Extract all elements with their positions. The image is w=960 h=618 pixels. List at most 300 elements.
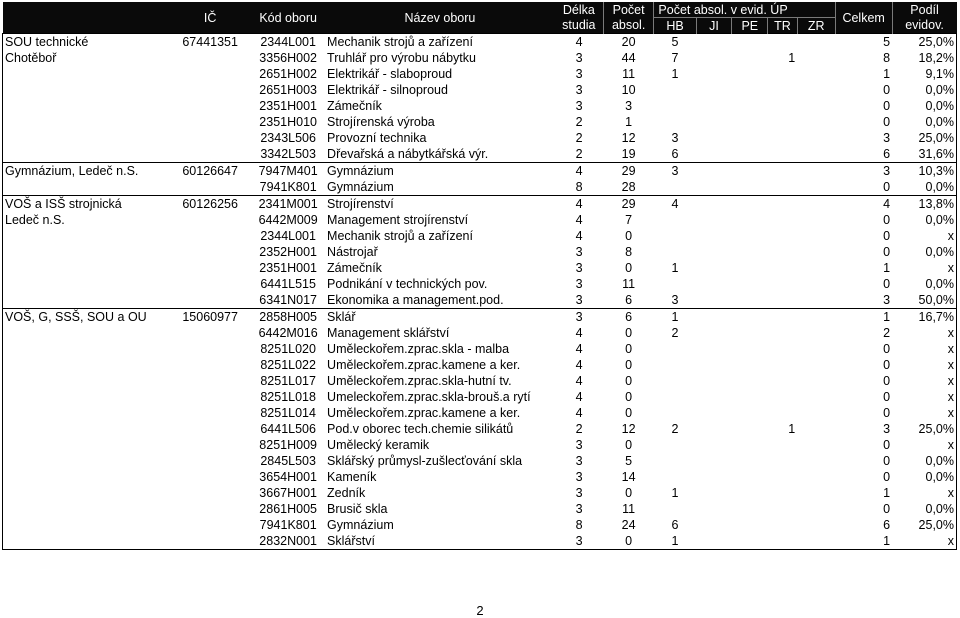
length-cell: 4 xyxy=(575,374,583,388)
name-cell: Nástrojař xyxy=(327,245,378,259)
share-cell: 0,0% xyxy=(892,98,956,114)
school-cell xyxy=(3,437,170,453)
ic-cell xyxy=(169,469,251,485)
tr-cell xyxy=(768,130,798,146)
name-cell: Uměleckořem.zprac.kamene a ker. xyxy=(327,406,521,420)
tr-cell xyxy=(768,66,798,82)
ji-cell xyxy=(696,50,732,66)
name-cell: Sklářství xyxy=(325,533,555,550)
school-cell xyxy=(3,244,170,260)
tr-cell xyxy=(768,325,798,341)
zr-cell xyxy=(797,453,835,469)
share-cell: x xyxy=(892,341,956,357)
ic-cell xyxy=(169,212,251,228)
zr-cell xyxy=(797,485,835,501)
zr-cell xyxy=(797,34,835,51)
name-cell: Dřevařská a nábytkářská výr. xyxy=(327,147,489,161)
ji-cell xyxy=(696,34,732,51)
tr-cell xyxy=(768,485,798,501)
pe-cell xyxy=(732,309,768,326)
share-cell: 0,0% xyxy=(892,453,956,469)
header-count-line2: absol. xyxy=(603,18,654,34)
ic-cell xyxy=(169,341,251,357)
zr-cell xyxy=(797,212,835,228)
graduates-cell: 6 xyxy=(603,309,654,326)
total-cell: 3 xyxy=(883,293,891,307)
ji-cell xyxy=(696,130,732,146)
pe-cell xyxy=(732,453,768,469)
table-row xyxy=(3,453,957,469)
school-cell xyxy=(3,485,170,501)
graduates-cell: 0 xyxy=(625,342,633,356)
share-cell: 25,0% xyxy=(892,34,956,51)
graduates-cell: 5 xyxy=(625,454,633,468)
total-cell: 0 xyxy=(883,342,891,356)
school-cell xyxy=(3,260,170,276)
school-cell xyxy=(3,146,170,163)
length-cell: 4 xyxy=(575,390,583,404)
ji-cell xyxy=(696,469,732,485)
code-cell: 2651H002 xyxy=(259,67,317,81)
pe-cell xyxy=(732,501,768,517)
graduates-cell: 11 xyxy=(622,277,636,291)
share-cell: 0,0% xyxy=(892,501,956,517)
header-share-line1: Podíl xyxy=(892,2,956,18)
zr-cell xyxy=(797,228,835,244)
pe-cell xyxy=(732,485,768,501)
share-cell: 0,0% xyxy=(892,82,956,98)
tr-cell xyxy=(768,341,798,357)
table-row xyxy=(3,196,957,213)
ic-cell xyxy=(169,98,251,114)
tr-cell xyxy=(768,309,798,326)
zr-cell xyxy=(797,114,835,130)
tr-cell xyxy=(768,179,798,196)
total-cell: 0 xyxy=(883,99,891,113)
length-cell: 3 xyxy=(575,277,583,291)
ji-cell xyxy=(696,373,732,389)
hb-cell: 2 xyxy=(671,326,679,340)
pe-cell xyxy=(732,517,768,533)
ic-cell xyxy=(169,373,251,389)
zr-cell xyxy=(797,50,835,66)
school-cell xyxy=(3,389,170,405)
tr-cell xyxy=(768,517,798,533)
hb-cell xyxy=(654,228,696,244)
ji-cell xyxy=(696,98,732,114)
tr-cell xyxy=(768,212,798,228)
code-cell: 6341N017 xyxy=(259,293,317,307)
total-cell: 1 xyxy=(883,261,891,275)
ic-cell xyxy=(169,82,251,98)
table-row xyxy=(3,437,957,453)
code-cell: 8251L017 xyxy=(260,374,316,388)
name-cell: Gymnázium xyxy=(325,163,555,180)
ji-cell xyxy=(696,341,732,357)
tr-cell xyxy=(768,114,798,130)
share-cell: x xyxy=(892,389,956,405)
table-row xyxy=(3,373,957,389)
tr-cell xyxy=(768,405,798,421)
table-row xyxy=(3,276,957,292)
share-cell: x xyxy=(892,373,956,389)
graduates-cell: 44 xyxy=(621,51,636,65)
zr-cell xyxy=(797,341,835,357)
share-cell: 0,0% xyxy=(892,179,956,196)
graduates-cell: 1 xyxy=(625,115,633,129)
tr-cell xyxy=(768,146,798,163)
pe-cell xyxy=(732,341,768,357)
ji-cell xyxy=(696,146,732,163)
share-cell: 16,7% xyxy=(892,309,956,326)
code-cell: 2832N001 xyxy=(251,533,325,550)
school-cell xyxy=(3,469,170,485)
name-cell: Elektrikář - slaboproud xyxy=(327,67,453,81)
tr-cell xyxy=(768,82,798,98)
code-cell: 2861H005 xyxy=(259,502,317,516)
school-cell xyxy=(3,130,170,146)
pe-cell xyxy=(732,50,768,66)
zr-cell xyxy=(797,98,835,114)
code-cell: 6441L506 xyxy=(260,422,316,436)
total-cell: 0 xyxy=(883,406,891,420)
code-cell: 7941K801 xyxy=(259,518,317,532)
length-cell: 8 xyxy=(575,518,583,532)
length-cell: 4 xyxy=(575,342,583,356)
total-cell: 5 xyxy=(835,34,892,51)
ji-cell xyxy=(696,179,732,196)
pe-cell xyxy=(732,163,768,180)
code-cell: 2858H005 xyxy=(251,309,325,326)
table-row xyxy=(3,212,957,228)
ji-cell xyxy=(696,244,732,260)
total-cell: 4 xyxy=(835,196,892,213)
table-row xyxy=(3,98,957,114)
code-cell: 7941K801 xyxy=(259,180,317,194)
school-cell xyxy=(3,373,170,389)
ji-cell xyxy=(696,357,732,373)
length-cell: 4 xyxy=(575,358,583,372)
share-cell: 25,0% xyxy=(892,517,956,533)
total-cell: 0 xyxy=(883,374,891,388)
total-cell: 1 xyxy=(835,309,892,326)
header-ji: JI xyxy=(696,18,732,34)
code-cell: 2344L001 xyxy=(260,229,316,243)
zr-cell xyxy=(797,357,835,373)
hb-cell xyxy=(654,357,696,373)
name-cell: Podnikání v technických pov. xyxy=(327,277,488,291)
graduates-cell: 12 xyxy=(621,131,636,145)
tr-cell xyxy=(768,196,798,213)
length-cell: 3 xyxy=(575,245,583,259)
ic-cell xyxy=(169,114,251,130)
pe-cell xyxy=(732,130,768,146)
tr-cell xyxy=(768,501,798,517)
ic-cell xyxy=(169,421,251,437)
school-cell: VOŠ, G, SSŠ, SOU a OU xyxy=(3,309,170,326)
zr-cell xyxy=(797,66,835,82)
ic-cell xyxy=(169,146,251,163)
table-row xyxy=(3,357,957,373)
table-row xyxy=(3,179,957,196)
total-cell: 0 xyxy=(883,502,891,516)
ic-cell xyxy=(169,437,251,453)
graduates-cell: 0 xyxy=(625,261,633,275)
school-cell xyxy=(3,292,170,309)
total-cell: 0 xyxy=(883,470,891,484)
graduates-cell: 0 xyxy=(603,533,654,550)
length-cell: 3 xyxy=(555,533,603,550)
pe-cell xyxy=(732,421,768,437)
length-cell: 4 xyxy=(575,229,583,243)
pe-cell xyxy=(732,146,768,163)
table-row xyxy=(3,66,957,82)
name-cell: Uměleckořem.zprac.skla-hutní tv. xyxy=(327,374,512,388)
pe-cell xyxy=(732,244,768,260)
total-cell: 1 xyxy=(883,67,891,81)
tr-cell xyxy=(768,437,798,453)
ji-cell xyxy=(696,437,732,453)
zr-cell xyxy=(797,260,835,276)
total-cell: 8 xyxy=(883,51,891,65)
code-cell: 2352H001 xyxy=(259,245,317,259)
length-cell: 3 xyxy=(555,309,603,326)
graduates-cell: 0 xyxy=(625,438,633,452)
table-row xyxy=(3,114,957,130)
pe-cell xyxy=(732,114,768,130)
name-cell: Umeleckořem.zprac.skla-brouš.a rytí xyxy=(327,390,531,404)
length-cell: 4 xyxy=(555,34,603,51)
tr-cell: 1 xyxy=(788,422,796,436)
zr-cell xyxy=(797,501,835,517)
code-cell: 7947M401 xyxy=(251,163,325,180)
zr-cell xyxy=(797,276,835,292)
ic-cell xyxy=(169,228,251,244)
ji-cell xyxy=(696,325,732,341)
graduates-cell: 8 xyxy=(625,245,633,259)
tr-cell xyxy=(768,98,798,114)
code-cell: 2351H001 xyxy=(259,261,317,275)
school-cell xyxy=(3,228,170,244)
tr-cell xyxy=(768,34,798,51)
graduates-cell: 10 xyxy=(621,83,636,97)
school-cell xyxy=(3,179,170,196)
total-cell: 0 xyxy=(883,390,891,404)
total-cell: 3 xyxy=(835,163,892,180)
hb-cell xyxy=(654,276,696,292)
tr-cell xyxy=(768,276,798,292)
school-cell xyxy=(3,405,170,421)
share-cell: 0,0% xyxy=(892,114,956,130)
ic-cell xyxy=(169,517,251,533)
length-cell: 8 xyxy=(575,180,583,194)
ji-cell xyxy=(696,517,732,533)
code-cell: 3356H002 xyxy=(259,51,317,65)
pe-cell xyxy=(732,533,768,550)
code-cell: 8251H009 xyxy=(259,438,317,452)
name-cell: Zámečník xyxy=(327,99,382,113)
share-cell: x xyxy=(892,485,956,501)
code-cell: 3342L503 xyxy=(260,147,316,161)
ji-cell xyxy=(696,82,732,98)
ic-cell xyxy=(169,389,251,405)
length-cell: 3 xyxy=(575,470,583,484)
ji-cell xyxy=(696,66,732,82)
share-cell: x xyxy=(892,533,956,550)
ji-cell xyxy=(696,309,732,326)
share-cell: 9,1% xyxy=(892,66,956,82)
length-cell: 3 xyxy=(575,83,583,97)
name-cell: Ekonomika a management.pod. xyxy=(327,293,504,307)
hb-cell: 3 xyxy=(671,131,679,145)
zr-cell xyxy=(797,179,835,196)
hb-cell xyxy=(654,82,696,98)
tr-cell xyxy=(768,357,798,373)
name-cell: Uměleckořem.zprac.kamene a ker. xyxy=(327,358,521,372)
header-evid-group: Počet absol. v evid. ÚP xyxy=(654,2,835,18)
zr-cell xyxy=(797,244,835,260)
name-cell: Management strojírenství xyxy=(327,213,469,227)
name-cell: Provozní technika xyxy=(327,131,427,145)
graduates-cell: 28 xyxy=(621,180,636,194)
ji-cell xyxy=(696,228,732,244)
table-row xyxy=(3,517,957,533)
code-cell: 6442M009 xyxy=(258,213,318,227)
share-cell: 25,0% xyxy=(892,130,956,146)
tr-cell xyxy=(768,292,798,309)
name-cell: Kameník xyxy=(327,470,377,484)
total-cell: 0 xyxy=(883,229,891,243)
length-cell: 3 xyxy=(575,293,583,307)
hb-cell xyxy=(654,244,696,260)
total-cell: 0 xyxy=(883,83,891,97)
length-cell: 2 xyxy=(575,147,583,161)
ji-cell xyxy=(696,421,732,437)
pe-cell xyxy=(732,260,768,276)
share-cell: x xyxy=(892,228,956,244)
ic-cell xyxy=(169,244,251,260)
graduates-cell: 19 xyxy=(621,147,636,161)
ic-cell xyxy=(169,533,251,550)
table-row xyxy=(3,34,957,51)
length-cell: 3 xyxy=(575,67,583,81)
school-cell xyxy=(3,421,170,437)
hb-cell xyxy=(654,501,696,517)
ji-cell xyxy=(696,389,732,405)
share-cell: 18,2% xyxy=(892,50,956,66)
graduates-cell: 0 xyxy=(625,229,633,243)
zr-cell xyxy=(797,130,835,146)
zr-cell xyxy=(797,533,835,550)
ji-cell xyxy=(696,212,732,228)
graduates-cell: 0 xyxy=(625,326,633,340)
name-cell: Zámečník xyxy=(327,261,382,275)
ji-cell xyxy=(696,501,732,517)
school-cell: Ledeč n.S. xyxy=(3,212,170,228)
zr-cell xyxy=(797,373,835,389)
table-row xyxy=(3,50,957,66)
table-row xyxy=(3,485,957,501)
zr-cell xyxy=(797,163,835,180)
hb-cell: 1 xyxy=(654,309,696,326)
share-cell: 13,8% xyxy=(892,196,956,213)
graduates-cell: 20 xyxy=(603,34,654,51)
header-row-1 xyxy=(3,2,957,18)
header-name: Název oboru xyxy=(325,2,555,34)
length-cell: 4 xyxy=(555,163,603,180)
name-cell: Uměleckořem.zprac.skla - malba xyxy=(327,342,510,356)
zr-cell xyxy=(797,292,835,309)
graduates-cell: 11 xyxy=(622,67,636,81)
name-cell: Gymnázium xyxy=(327,518,394,532)
ic-cell xyxy=(169,357,251,373)
name-cell: Brusič skla xyxy=(327,502,388,516)
hb-cell xyxy=(654,453,696,469)
name-cell: Management sklářství xyxy=(327,326,450,340)
ji-cell xyxy=(696,260,732,276)
header-tr: TR xyxy=(768,18,798,34)
school-cell xyxy=(3,98,170,114)
table-row xyxy=(3,130,957,146)
graduates-cell: 12 xyxy=(621,422,636,436)
ic-cell xyxy=(169,50,251,66)
length-cell: 3 xyxy=(575,486,583,500)
hb-cell: 1 xyxy=(654,533,696,550)
pe-cell xyxy=(732,212,768,228)
ji-cell xyxy=(696,485,732,501)
code-cell: 6442M016 xyxy=(258,326,318,340)
header-length-line1: Délka xyxy=(555,2,603,18)
hb-cell: 6 xyxy=(671,147,679,161)
ic-cell xyxy=(169,130,251,146)
share-cell: 50,0% xyxy=(892,292,956,309)
code-cell: 2343L506 xyxy=(260,131,316,145)
graduates-cell: 7 xyxy=(625,213,633,227)
table-row xyxy=(3,389,957,405)
tr-cell xyxy=(768,373,798,389)
school-cell xyxy=(3,66,170,82)
name-cell: Mechanik strojů a zařízení xyxy=(325,34,555,51)
pe-cell xyxy=(732,196,768,213)
hb-cell xyxy=(654,469,696,485)
table-row xyxy=(3,82,957,98)
total-cell: 0 xyxy=(883,180,891,194)
code-cell: 8251L018 xyxy=(260,390,316,404)
hb-cell xyxy=(654,437,696,453)
tr-cell xyxy=(768,163,798,180)
length-cell: 3 xyxy=(575,99,583,113)
pe-cell xyxy=(732,357,768,373)
school-cell xyxy=(3,82,170,98)
code-cell: 3667H001 xyxy=(259,486,317,500)
tr-cell xyxy=(768,228,798,244)
total-cell: 0 xyxy=(883,213,891,227)
hb-cell xyxy=(654,373,696,389)
ic-cell xyxy=(169,485,251,501)
length-cell: 4 xyxy=(575,326,583,340)
table-row xyxy=(3,244,957,260)
header-length-line2: studia xyxy=(555,18,603,34)
code-cell: 2344L001 xyxy=(251,34,325,51)
ic-cell xyxy=(169,501,251,517)
total-cell: 0 xyxy=(883,245,891,259)
tr-cell xyxy=(768,469,798,485)
school-cell xyxy=(3,533,170,550)
header-zr: ZR xyxy=(797,18,835,34)
total-cell: 0 xyxy=(883,438,891,452)
ji-cell xyxy=(696,276,732,292)
table-row xyxy=(3,146,957,163)
